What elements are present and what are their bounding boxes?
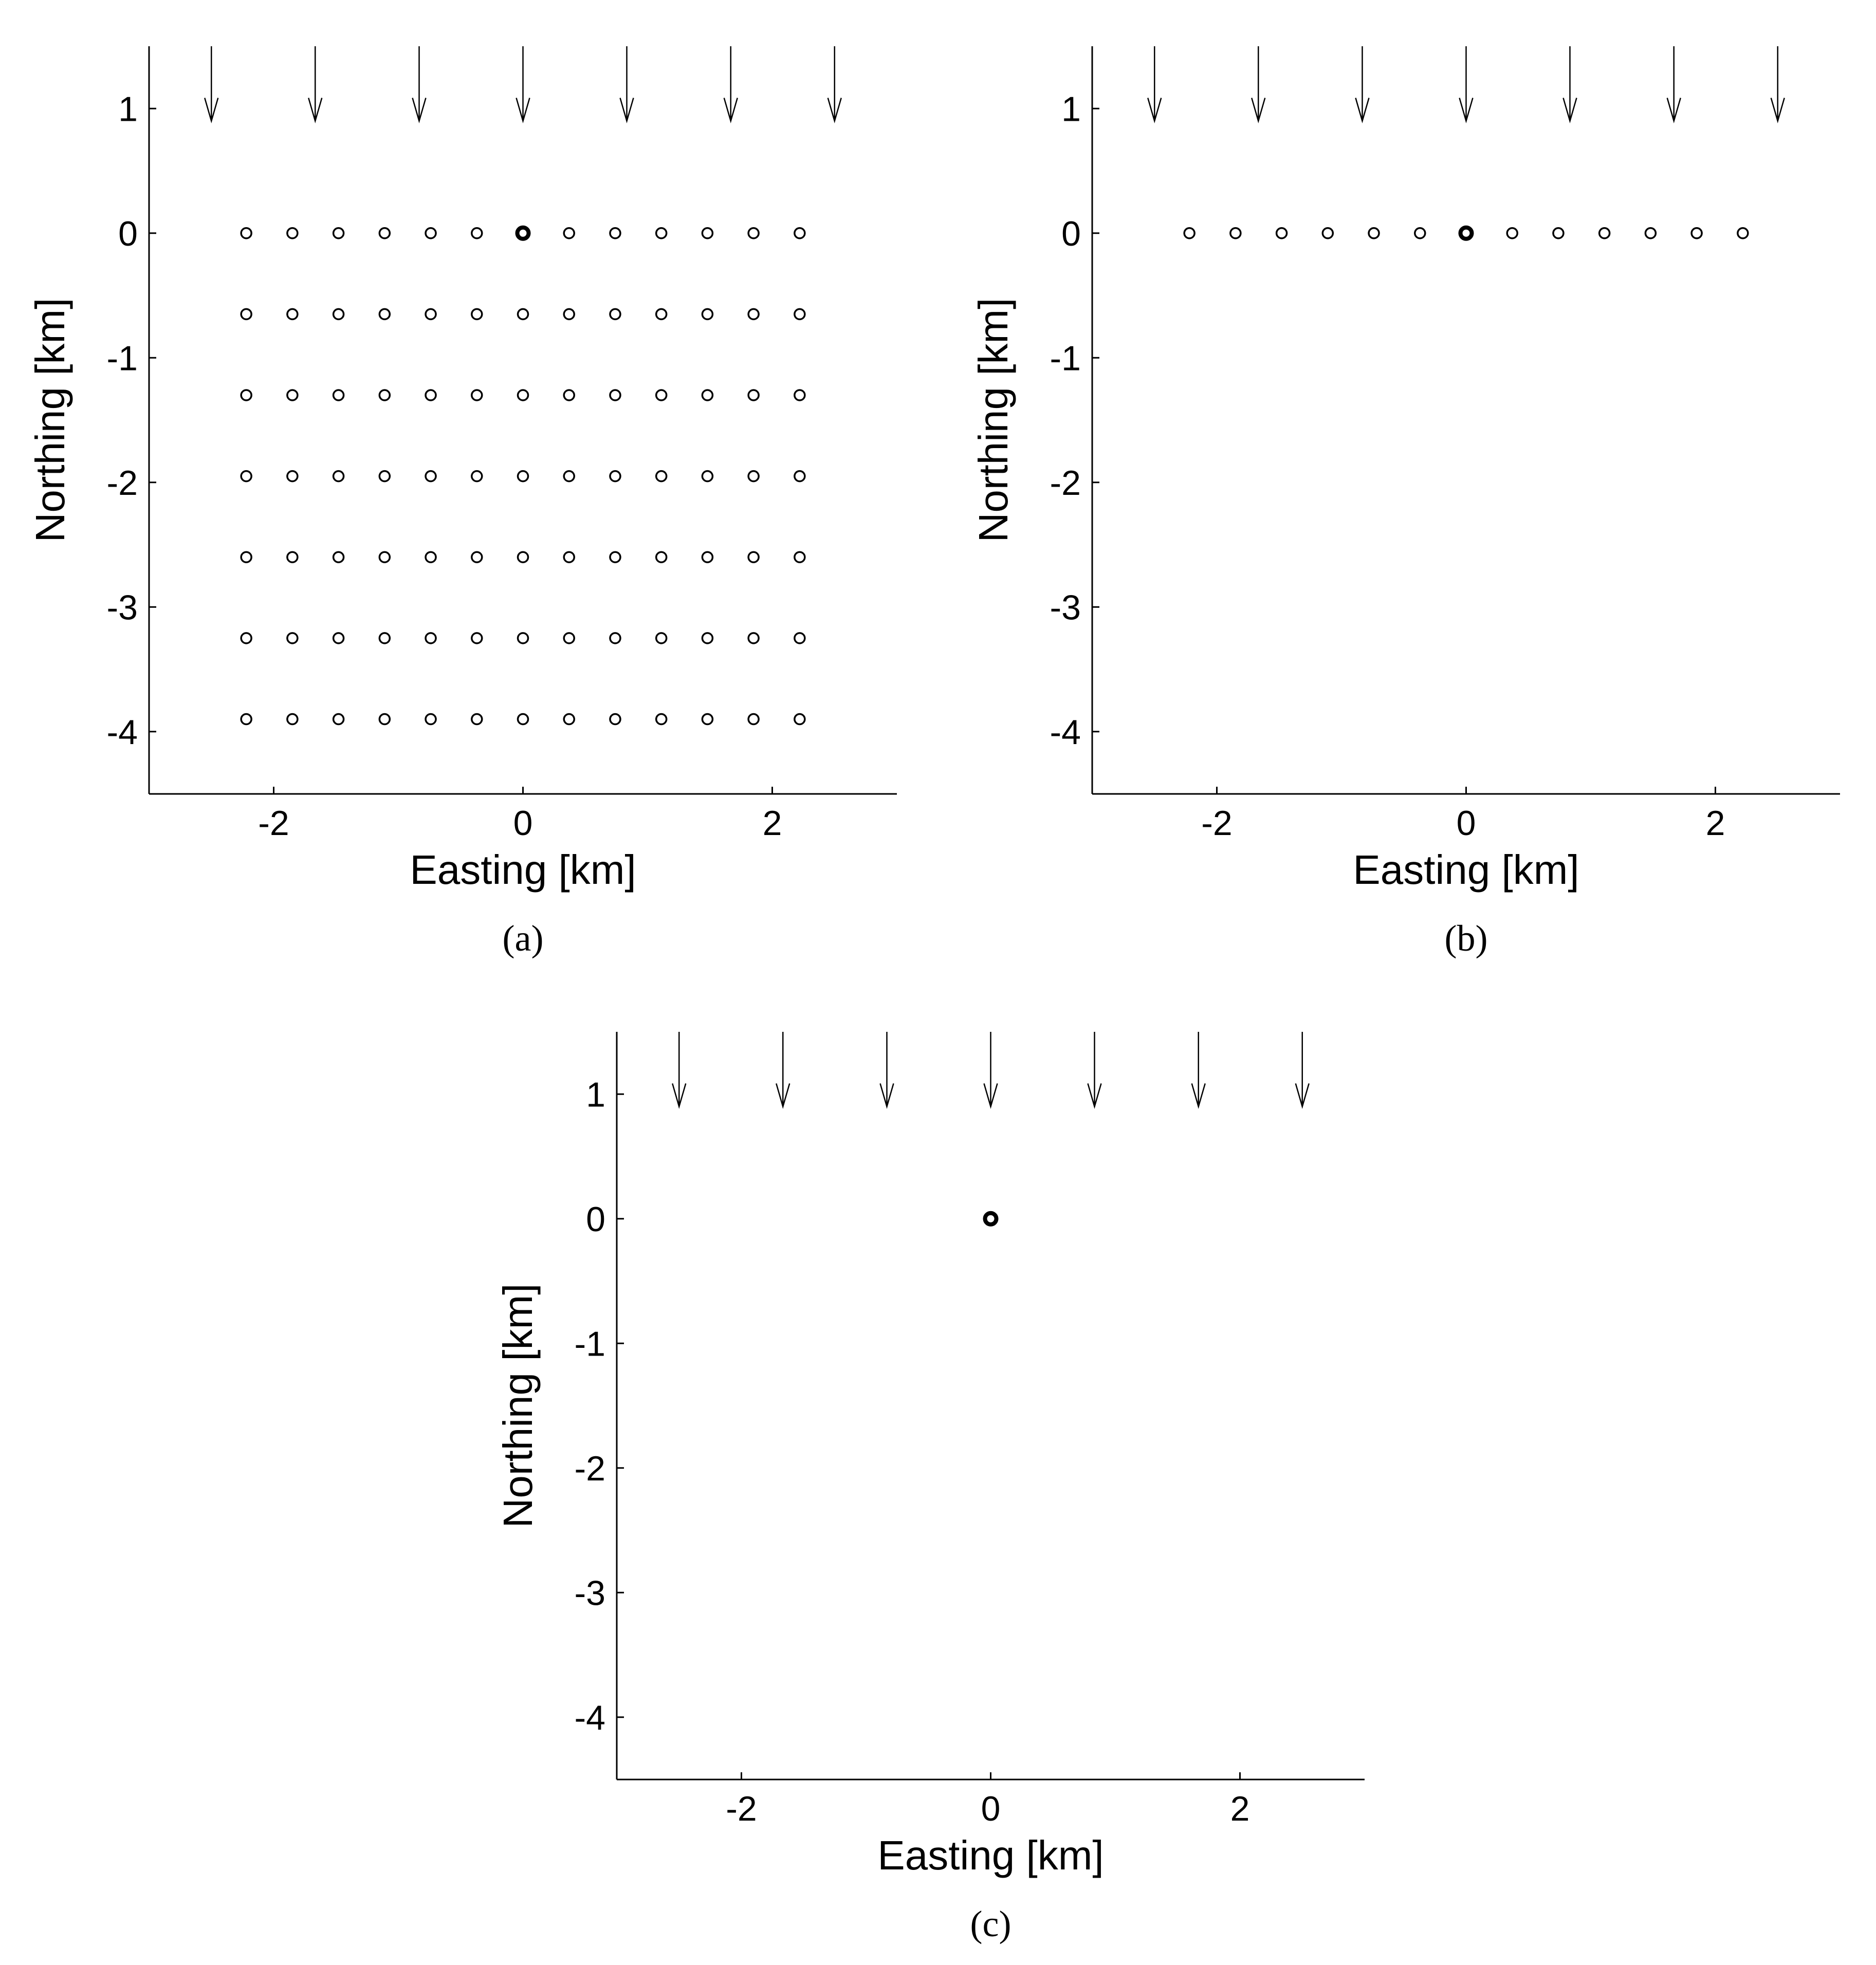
receptor-point: [426, 309, 436, 319]
receptor-point: [656, 309, 667, 319]
receptor-point: [334, 552, 344, 562]
y-axis-label: Northing [km]: [27, 298, 73, 543]
receptor-point: [702, 552, 712, 562]
y-tick-label: -2: [1050, 463, 1081, 503]
receptor-point: [702, 390, 712, 400]
receptor-point: [241, 390, 251, 400]
y-tick-label: -2: [106, 463, 138, 503]
receptor-point: [1369, 228, 1379, 238]
x-tick-label: 2: [1230, 1789, 1250, 1828]
y-tick-label: -1: [574, 1324, 605, 1364]
receptor-point: [472, 309, 482, 319]
source-point: [1461, 228, 1472, 239]
receptor-point: [795, 633, 805, 643]
y-tick-label: -2: [574, 1449, 605, 1488]
y-tick-label: 0: [1061, 214, 1081, 253]
x-axis-label: Easting [km]: [410, 847, 636, 893]
receptor-point: [702, 309, 712, 319]
receptor-point: [795, 471, 805, 481]
x-tick-label: -2: [258, 804, 289, 843]
panel-label: (a): [502, 918, 544, 959]
receptor-point: [610, 390, 620, 400]
receptor-point: [1507, 228, 1517, 238]
receptor-point: [379, 633, 390, 643]
chart-panel-a: [27, 46, 897, 959]
x-tick-label: 2: [762, 804, 782, 843]
y-tick-label: 1: [1061, 89, 1081, 129]
receptor-point: [287, 228, 298, 238]
source-point: [518, 228, 529, 239]
receptor-point: [287, 714, 298, 725]
receptor-point: [564, 714, 574, 725]
receptor-point: [518, 390, 528, 400]
receptor-point: [334, 309, 344, 319]
receptor-point: [426, 714, 436, 725]
receptor-point: [1691, 228, 1702, 238]
receptor-point: [334, 390, 344, 400]
receptor-point: [334, 471, 344, 481]
receptor-point: [748, 552, 759, 562]
receptor-point: [472, 471, 482, 481]
receptor-point: [1322, 228, 1333, 238]
receptor-point: [564, 552, 574, 562]
receptor-point: [656, 228, 667, 238]
receptor-point: [610, 633, 620, 643]
x-axis-label: Easting [km]: [1353, 847, 1579, 893]
y-tick-label: 1: [586, 1075, 605, 1115]
receptor-point: [564, 228, 574, 238]
receptor-point: [702, 714, 712, 725]
receptor-point: [748, 309, 759, 319]
receptor-point: [379, 471, 390, 481]
receptor-point: [241, 714, 251, 725]
receptor-point: [518, 633, 528, 643]
receptor-point: [287, 390, 298, 400]
source-point: [985, 1213, 997, 1225]
y-tick-label: 0: [118, 214, 138, 253]
y-axis-label: Northing [km]: [495, 1283, 541, 1528]
receptor-point: [564, 633, 574, 643]
receptor-point: [564, 471, 574, 481]
receptor-point: [564, 309, 574, 319]
receptor-point: [1599, 228, 1610, 238]
receptor-point: [426, 390, 436, 400]
receptor-point: [472, 714, 482, 725]
y-tick-label: 1: [118, 89, 138, 129]
receptor-point: [287, 552, 298, 562]
panel-label: (c): [970, 1903, 1011, 1944]
receptor-point: [379, 228, 390, 238]
receptor-point: [241, 309, 251, 319]
receptor-point: [702, 471, 712, 481]
receptor-point: [379, 309, 390, 319]
receptor-point: [426, 471, 436, 481]
receptor-point: [518, 309, 528, 319]
receptor-point: [795, 390, 805, 400]
receptor-point: [795, 714, 805, 725]
receptor-point: [379, 714, 390, 725]
x-tick-label: 0: [1456, 804, 1476, 843]
receptor-point: [334, 228, 344, 238]
receptor-point: [748, 390, 759, 400]
receptor-point: [1738, 228, 1748, 238]
x-axis-label: Easting [km]: [877, 1832, 1104, 1878]
receptor-point: [656, 471, 667, 481]
receptor-point: [656, 633, 667, 643]
panel-label: (b): [1444, 918, 1488, 959]
receptor-point: [795, 309, 805, 319]
receptor-point: [472, 552, 482, 562]
receptor-point: [748, 714, 759, 725]
receptor-point: [610, 228, 620, 238]
receptor-point: [702, 228, 712, 238]
receptor-point: [1277, 228, 1287, 238]
receptor-point: [702, 633, 712, 643]
receptor-point: [287, 633, 298, 643]
receptor-point: [748, 471, 759, 481]
receptor-point: [748, 633, 759, 643]
receptor-point: [1184, 228, 1194, 238]
receptor-point: [241, 552, 251, 562]
y-tick-label: -4: [574, 1698, 605, 1737]
y-axis-label: Northing [km]: [970, 298, 1016, 543]
receptor-point: [334, 714, 344, 725]
y-tick-label: 0: [586, 1199, 605, 1239]
y-tick-label: -3: [106, 588, 138, 627]
y-tick-label: -1: [106, 339, 138, 378]
y-tick-label: -3: [574, 1573, 605, 1613]
receptor-point: [795, 228, 805, 238]
receptor-point: [241, 228, 251, 238]
y-tick-label: -4: [1050, 712, 1081, 752]
receptor-point: [426, 552, 436, 562]
receptor-point: [748, 228, 759, 238]
x-tick-label: -2: [726, 1789, 757, 1828]
receptor-point: [610, 552, 620, 562]
x-tick-label: 2: [1705, 804, 1725, 843]
receptor-point: [334, 633, 344, 643]
receptor-point: [795, 552, 805, 562]
receptor-point: [472, 228, 482, 238]
receptor-point: [1415, 228, 1425, 238]
receptor-point: [287, 471, 298, 481]
receptor-point: [472, 390, 482, 400]
y-tick-label: -4: [106, 712, 138, 752]
receptor-point: [472, 633, 482, 643]
receptor-point: [379, 552, 390, 562]
receptor-point: [1553, 228, 1564, 238]
chart-panel-b: [970, 46, 1840, 959]
receptor-point: [1645, 228, 1656, 238]
receptor-point: [241, 633, 251, 643]
receptor-point: [610, 309, 620, 319]
receptor-point: [426, 633, 436, 643]
receptor-point: [426, 228, 436, 238]
receptor-point: [518, 471, 528, 481]
x-tick-label: -2: [1201, 804, 1233, 843]
receptor-point: [610, 714, 620, 725]
y-tick-label: -1: [1050, 339, 1081, 378]
receptor-point: [656, 390, 667, 400]
x-tick-label: 0: [513, 804, 533, 843]
receptor-point: [610, 471, 620, 481]
x-tick-label: 0: [981, 1789, 1001, 1828]
receptor-point: [564, 390, 574, 400]
receptor-point: [241, 471, 251, 481]
y-tick-label: -3: [1050, 588, 1081, 627]
receptor-point: [287, 309, 298, 319]
chart-panel-c: [495, 1032, 1365, 1944]
receptor-point: [379, 390, 390, 400]
receptor-point: [518, 714, 528, 725]
receptor-point: [656, 552, 667, 562]
receptor-point: [518, 552, 528, 562]
receptor-point: [656, 714, 667, 725]
receptor-point: [1230, 228, 1241, 238]
